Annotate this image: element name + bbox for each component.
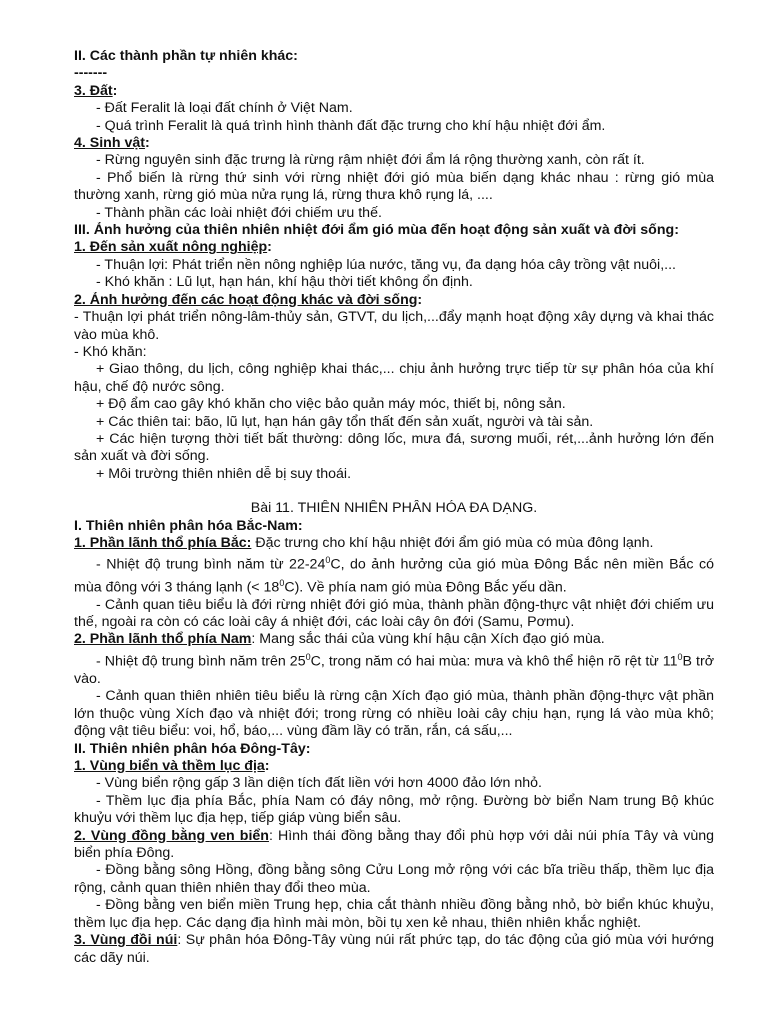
degree-sup: 0 bbox=[325, 555, 331, 566]
hoat-dong-thuan-loi: - Thuận lợi phát triển nông-lâm-thủy sản, GTVT, du lịch,...đẩy mạnh hoạt động xây dựng và khai thác vào mùa khô. bbox=[74, 309, 714, 343]
heading-bien-colon: : bbox=[264, 758, 270, 775]
south-heading: 2. Phần lãnh thổ phía Nam bbox=[74, 631, 252, 648]
heading-hoat-dong-colon: : bbox=[417, 291, 423, 308]
heading-sinh-vat-text: 4. Sinh vật bbox=[74, 135, 145, 152]
sinh-vat-item: - Thành phần các loài nhiệt đới chiếm ưu thế. bbox=[96, 204, 382, 221]
heading-hoat-dong bbox=[74, 292, 714, 309]
part-1-title: I. Thiên nhiên phân hóa Bắc-Nam: bbox=[74, 517, 303, 534]
south-text: : Mang sắc thái của vùng khí hậu cận Xích đạo gió mùa. bbox=[251, 631, 605, 648]
degree-sup: 0 bbox=[305, 651, 311, 662]
nong-nghiep-item bbox=[74, 257, 714, 274]
section-3-title-text: III. Ảnh hưởng của thiên nhiên nhiệt đới ẩm gió mùa đến hoạt động sản xuất và đời sống bbox=[74, 222, 675, 239]
south-item-a: - Nhiệt độ trung bình năm trên 25 bbox=[96, 653, 306, 670]
heading-nong-nghiep-text: 1. Đến sản xuất nông nghiệp bbox=[74, 239, 268, 256]
degree-sup: 0 bbox=[677, 651, 683, 662]
north-text: Đặc trưng cho khí hậu nhiệt đới ẩm gió mùa có mùa đông lạnh. bbox=[251, 534, 654, 551]
heading-sinh-vat bbox=[74, 135, 714, 152]
south-item-c: B trở vào. bbox=[74, 653, 715, 688]
dong-bang-heading: 2. Vùng đồng bằng ven biển bbox=[74, 827, 269, 844]
north-item-c: C). Về phía nam gió mùa Đông Bắc yếu dần. bbox=[284, 579, 567, 596]
kho-khan-item: + Độ ẩm cao gây khó khăn cho việc bảo quản máy móc, thiết bị, nông sản. bbox=[96, 396, 566, 413]
degree-sup: 0 bbox=[279, 577, 285, 588]
kho-khan-item: + Các thiên tai: bão, lũ lụt, hạn hán gây tổn thất đến sản xuất, người và tài sản. bbox=[96, 413, 594, 430]
heading-nong-nghiep bbox=[74, 239, 714, 256]
bien-item-text: - Thềm lục địa phía Bắc, phía Nam có đáy nông, mở rộng. Đường bờ biển Nam trung Bộ khúc khuỷu với thềm lục địa hẹp, tiếp giáp vùng biển sâu. bbox=[74, 792, 714, 827]
section-3-title bbox=[74, 222, 714, 239]
dong-bang-text: : Hình thái đồng bằng thay đổi phù hợp với dải núi phía Tây và vùng biển phía Đông. bbox=[74, 827, 714, 862]
north-item-text: - Cảnh quan tiêu biểu là đới rừng nhiệt đới gió mùa, thành phần động-thực vật nhiệt đới chiếm ưu thế, ngoài ra còn có các loài cây á nhiệt đới, các loài cây ôn đới (Samu, Pơmu). bbox=[74, 596, 714, 631]
heading-sinh-vat-colon: : bbox=[144, 135, 150, 152]
dong-bang-paragraph bbox=[74, 828, 714, 863]
doi-nui-text: : Sự phân hóa Đông-Tây vùng núi rất phức tạp, do tác động của gió mùa với hướng các dãy núi. bbox=[74, 932, 714, 966]
bien-item: - Vùng biển rộng gấp 3 lần diện tích đất liền với hơn 4000 đảo lớn nhỏ. bbox=[96, 775, 542, 792]
lesson-title: Bài 11. THIÊN NHIÊN PHÂN HÓA ĐA DẠNG. bbox=[250, 500, 538, 517]
sinh-vat-item: - Rừng nguyên sinh đặc trưng là rừng rậm nhiệt đới ẩm lá rộng thường xanh, còn rất ít. bbox=[96, 152, 645, 169]
kho-khan-item bbox=[74, 431, 714, 466]
nong-nghiep-item-text: - Thuận lợi: Phát triển nền nông nghiệp lúa nước, tăng vụ, đa dạng hóa cây trồng vật nuôi,... bbox=[96, 256, 676, 273]
heading-dat-text: 3. Đất bbox=[74, 82, 113, 99]
section-divider: ------- bbox=[74, 65, 108, 82]
part-2-title: II. Thiên nhiên phân hóa Đông-Tây: bbox=[74, 740, 311, 757]
dong-bang-item-text: - Đồng bằng sông Hồng, đồng bằng sông Cửu Long mở rộng với các bĩa triều thấp, thềm lục địa rộng, cảnh quan thiên nhiên thay đổi theo mùa. bbox=[74, 862, 714, 896]
bien-item bbox=[74, 793, 714, 828]
dong-bang-item bbox=[74, 862, 714, 897]
south-paragraph bbox=[74, 631, 714, 648]
dong-bang-item-text: - Đồng bằng ven biển miền Trung hẹp, chia cắt thành nhiều đồng bằng nhỏ, bờ biển khúc khuỷu, thềm lục địa hẹp. Các dạng địa hình mài mòn, bồi tụ xen kẻ nhau, thiên nhiên khắc nghiệt. bbox=[74, 897, 714, 931]
kho-khan-item: + Môi trường thiên nhiên dễ bị suy thoái. bbox=[96, 465, 352, 482]
north-item bbox=[74, 597, 714, 632]
heading-dat bbox=[74, 83, 714, 100]
sinh-vat-item bbox=[74, 170, 714, 205]
nong-nghiep-item: - Khó khăn : Lũ lụt, hạn hán, khí hậu thời tiết không ổn định. bbox=[96, 274, 473, 291]
north-heading: 1. Phần lãnh thổ phía Bắc: bbox=[74, 534, 252, 551]
heading-hoat-dong-text: 2. Ảnh hưởng đến các hoạt động khác và đời sống bbox=[74, 291, 418, 308]
south-item-text: - Cảnh quan thiên nhiên tiêu biểu là rừng cận Xích đạo gió mùa, thành phần động-thực vật phần lớn thuộc vùng Xích đạo và nhiệt đới; trong rừng có nhiều loài cây chịu hạn, rụng lá vào mùa khô; động vật tiêu biểu: voi, hổ, báo,... vùng đầm lầy có trăn, rắn, cá sấu,... bbox=[74, 688, 714, 740]
doi-nui-paragraph bbox=[74, 932, 714, 967]
sinh-vat-item-text: - Phổ biến là rừng thứ sinh với rừng nhiệt đới gió mùa biến dạng khác nhau : rừng gió mùa thường xanh, rừng gió mùa nửa rụng lá, rừng thưa khô rụng lá, .... bbox=[74, 169, 714, 204]
doi-nui-heading: 3. Vùng đồi núi bbox=[74, 932, 178, 949]
heading-bien-text: 1. Vùng biển và thềm lục địa bbox=[74, 758, 265, 775]
dat-item: - Quá trình Feralit là quá trình hình thành đất đặc trưng cho khí hậu nhiệt đới ẩm. bbox=[96, 117, 606, 134]
section-3-title-colon: : bbox=[674, 222, 679, 239]
kho-khan-item-text: + Các hiện tượng thời tiết bất thường: dông lốc, mưa đá, sương muối, rét,...ảnh hưởng lớn đến sản xuất và đời sống. bbox=[74, 430, 714, 465]
heading-bien bbox=[74, 758, 714, 775]
heading-dat-colon: : bbox=[112, 82, 118, 99]
kho-khan-item bbox=[74, 361, 714, 396]
south-item bbox=[74, 688, 714, 740]
south-item-b: C, trong năm có hai mùa: mưa và khô thể hiện rõ rệt từ 11 bbox=[310, 653, 678, 670]
dat-item: - Đất Feralit là loại đất chính ở Việt Nam. bbox=[96, 100, 353, 117]
section-2-title: II. Các thành phần tự nhiên khác: bbox=[74, 48, 298, 64]
hoat-dong-kho-khan-label: - Khó khăn: bbox=[74, 343, 147, 360]
spacer bbox=[74, 483, 714, 500]
north-paragraph bbox=[74, 535, 714, 552]
north-item-b: C, do ảnh hưởng của gió mùa Đông Bắc nên miền Bắc có mùa đông với 3 tháng lạnh (< 18 bbox=[74, 557, 714, 596]
north-item bbox=[74, 552, 714, 596]
north-item-a: - Nhiệt độ trung bình năm từ 22-24 bbox=[96, 557, 326, 574]
heading-nong-nghiep-colon: : bbox=[267, 239, 272, 256]
dong-bang-item bbox=[74, 897, 714, 932]
south-item bbox=[74, 649, 714, 689]
kho-khan-item-text: + Giao thông, du lịch, công nghiệp khai thác,... chịu ảnh hưởng trực tiếp từ sự phân hóa của khí hậu, chế độ nước sông. bbox=[74, 361, 714, 395]
